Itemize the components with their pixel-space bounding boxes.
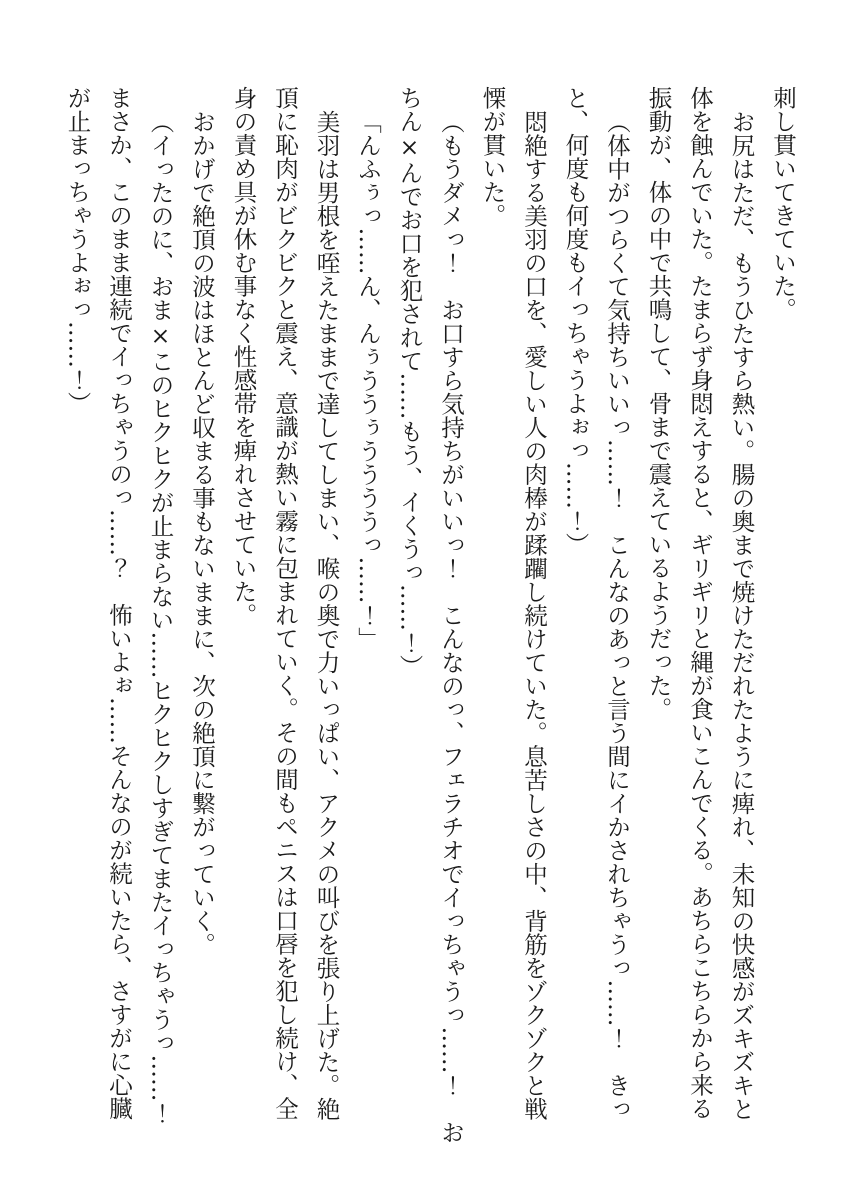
text-line: （イったのに、おま×このヒクヒクが止まらない……ヒクヒクしすぎてまたイっちゃうっ……！ <box>146 109 175 1125</box>
text-line: まさか、このまま連続でイっちゃうのっ……？ 怖いよぉ……そんなのが続いたら、さすがに心臓 <box>105 86 133 1120</box>
text-line: 刺し貫いてきていた。 <box>769 86 797 321</box>
text-line: 振動が、体の中で共鳴して、骨まで震えているようだった。 <box>644 86 673 721</box>
text-line: 身の責め具が休む事なく性感帯を痺れさせていた。 <box>229 86 258 627</box>
text-line: ちん×んでお口を犯されて……もう、イくうっ……！） <box>395 86 424 678</box>
text-line: 慄が貫いた。 <box>478 86 507 227</box>
text-line: 美羽は男根を咥えたままで達してしまい、喉の奥で力いっぱい、アクメの叫びを張り上げた。絶 <box>312 109 341 1120</box>
text-line: 「んふぅっ……ん、んぅううぅううううっ……！」 <box>354 109 382 650</box>
text-line: （もうダメっ！ お口すら気持ちがいいっ！ こんなのっ、フェラチオでイっちゃうっ……！ お <box>437 109 465 1144</box>
text-line: 悶絶する美羽の口を、愛しい人の肉棒が蹂躙し続けていた。息苦しさの中、背筋をゾクゾクと戦 <box>520 109 548 1120</box>
text-line: （体中がつらくて気持ちいいっ……！ こんなのあっと言う間にイかされちゃうっ……！ きっ <box>603 109 631 1120</box>
text-line: が止まっちゃうよぉっ……！） <box>63 86 92 415</box>
text-line: お尻はただ、もうひたすら熱い。腸の奥まで焼けただれたように痺れ、未知の快感がズキズキと <box>727 109 756 1120</box>
vertical-text-block <box>56 86 803 1144</box>
text-line: 頂に恥肉がビクビクと震え、意識が熱い霧に包まれていく。その間もペニスは口唇を犯し続け、全 <box>271 86 299 1120</box>
text-line: 体を蝕んでいた。たまらず身悶えすると、ギリギリと縄が食いこんでくる。あちらこちらから来る <box>686 86 714 1120</box>
text-line: と、何度も何度もイっちゃうよぉっ……！） <box>561 86 590 556</box>
text-line: おかげで絶頂の波はほとんど収まる事もないままに、次の絶頂に繋がっていく。 <box>188 109 216 956</box>
